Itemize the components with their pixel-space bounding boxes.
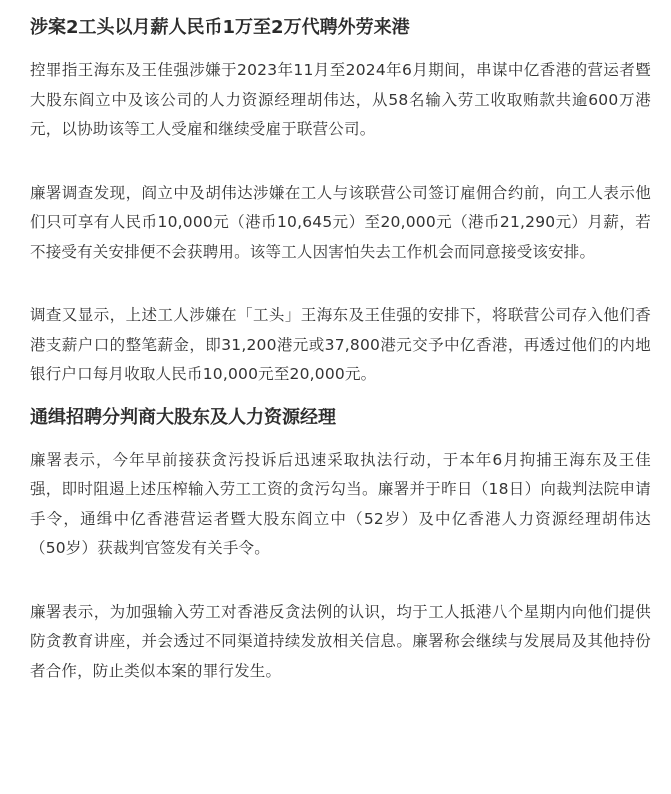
paragraph-education-measures: 廉署表示，为加强输入劳工对香港反贪法例的认识，均于工人抵港八个星期内向他们提供防贪教育讲座，并会透过不同渠道持续发放相关信息。廉署称会继续与发展局及其他持份者合作，防止类似本案的罪行发生。 bbox=[30, 602, 651, 680]
paragraph-enforcement-action: 廉署表示，今年早前接获贪污投诉后迅速采取执法行动，于本年6月拘捕王海东及王佳强，即时阻遏上述压榨输入劳工工资的贪污勾当。廉署并于昨日（18日）向裁判法院申请手令，通缉中亿香港营运者暨大股东阎立中（52岁）及中亿香港人力资源经理胡伟达（50岁）获裁判官签发有关手令。 bbox=[30, 450, 651, 557]
paragraph-salary-arrangement: 调查又显示，上述工人涉嫌在「工头」王海东及王佳强的安排下，将联营公司存入他们香港支薪户口的整笔薪金，即31,200港元或37,800港元交予中亿香港，再透过他们的内地银行户口每月收取人民币10,000元至20,000元。 bbox=[30, 306, 651, 383]
paragraph-investigation-findings: 廉署调查发现，阎立中及胡伟达涉嫌在工人与该联营公司签订雇佣合约前，向工人表示他们只可享有人民币10,000元（港币10,645元）至20,000元（港币21,290元）月薪，若不接受有关安排便不会获聘用。该等工人因害怕失去工作机会而同意接受该安排。 bbox=[30, 183, 651, 261]
section-heading-labor-fees: 涉案2工头以月薪人民币1万至2万代聘外劳来港 bbox=[30, 17, 410, 38]
section-heading-wanted: 通缉招聘分判商大股东及人力资源经理 bbox=[30, 406, 336, 428]
paragraph-charges: 控罪指王海东及王佳强涉嫌于2023年11月至2024年6月期间，串谋中亿香港的营运者暨大股东阎立中及该公司的人力资源经理胡伟达，从58名输入劳工收取贿款共逾600万港元，以协助该等工人受雇和继续受雇于联营公司。 bbox=[30, 61, 651, 138]
